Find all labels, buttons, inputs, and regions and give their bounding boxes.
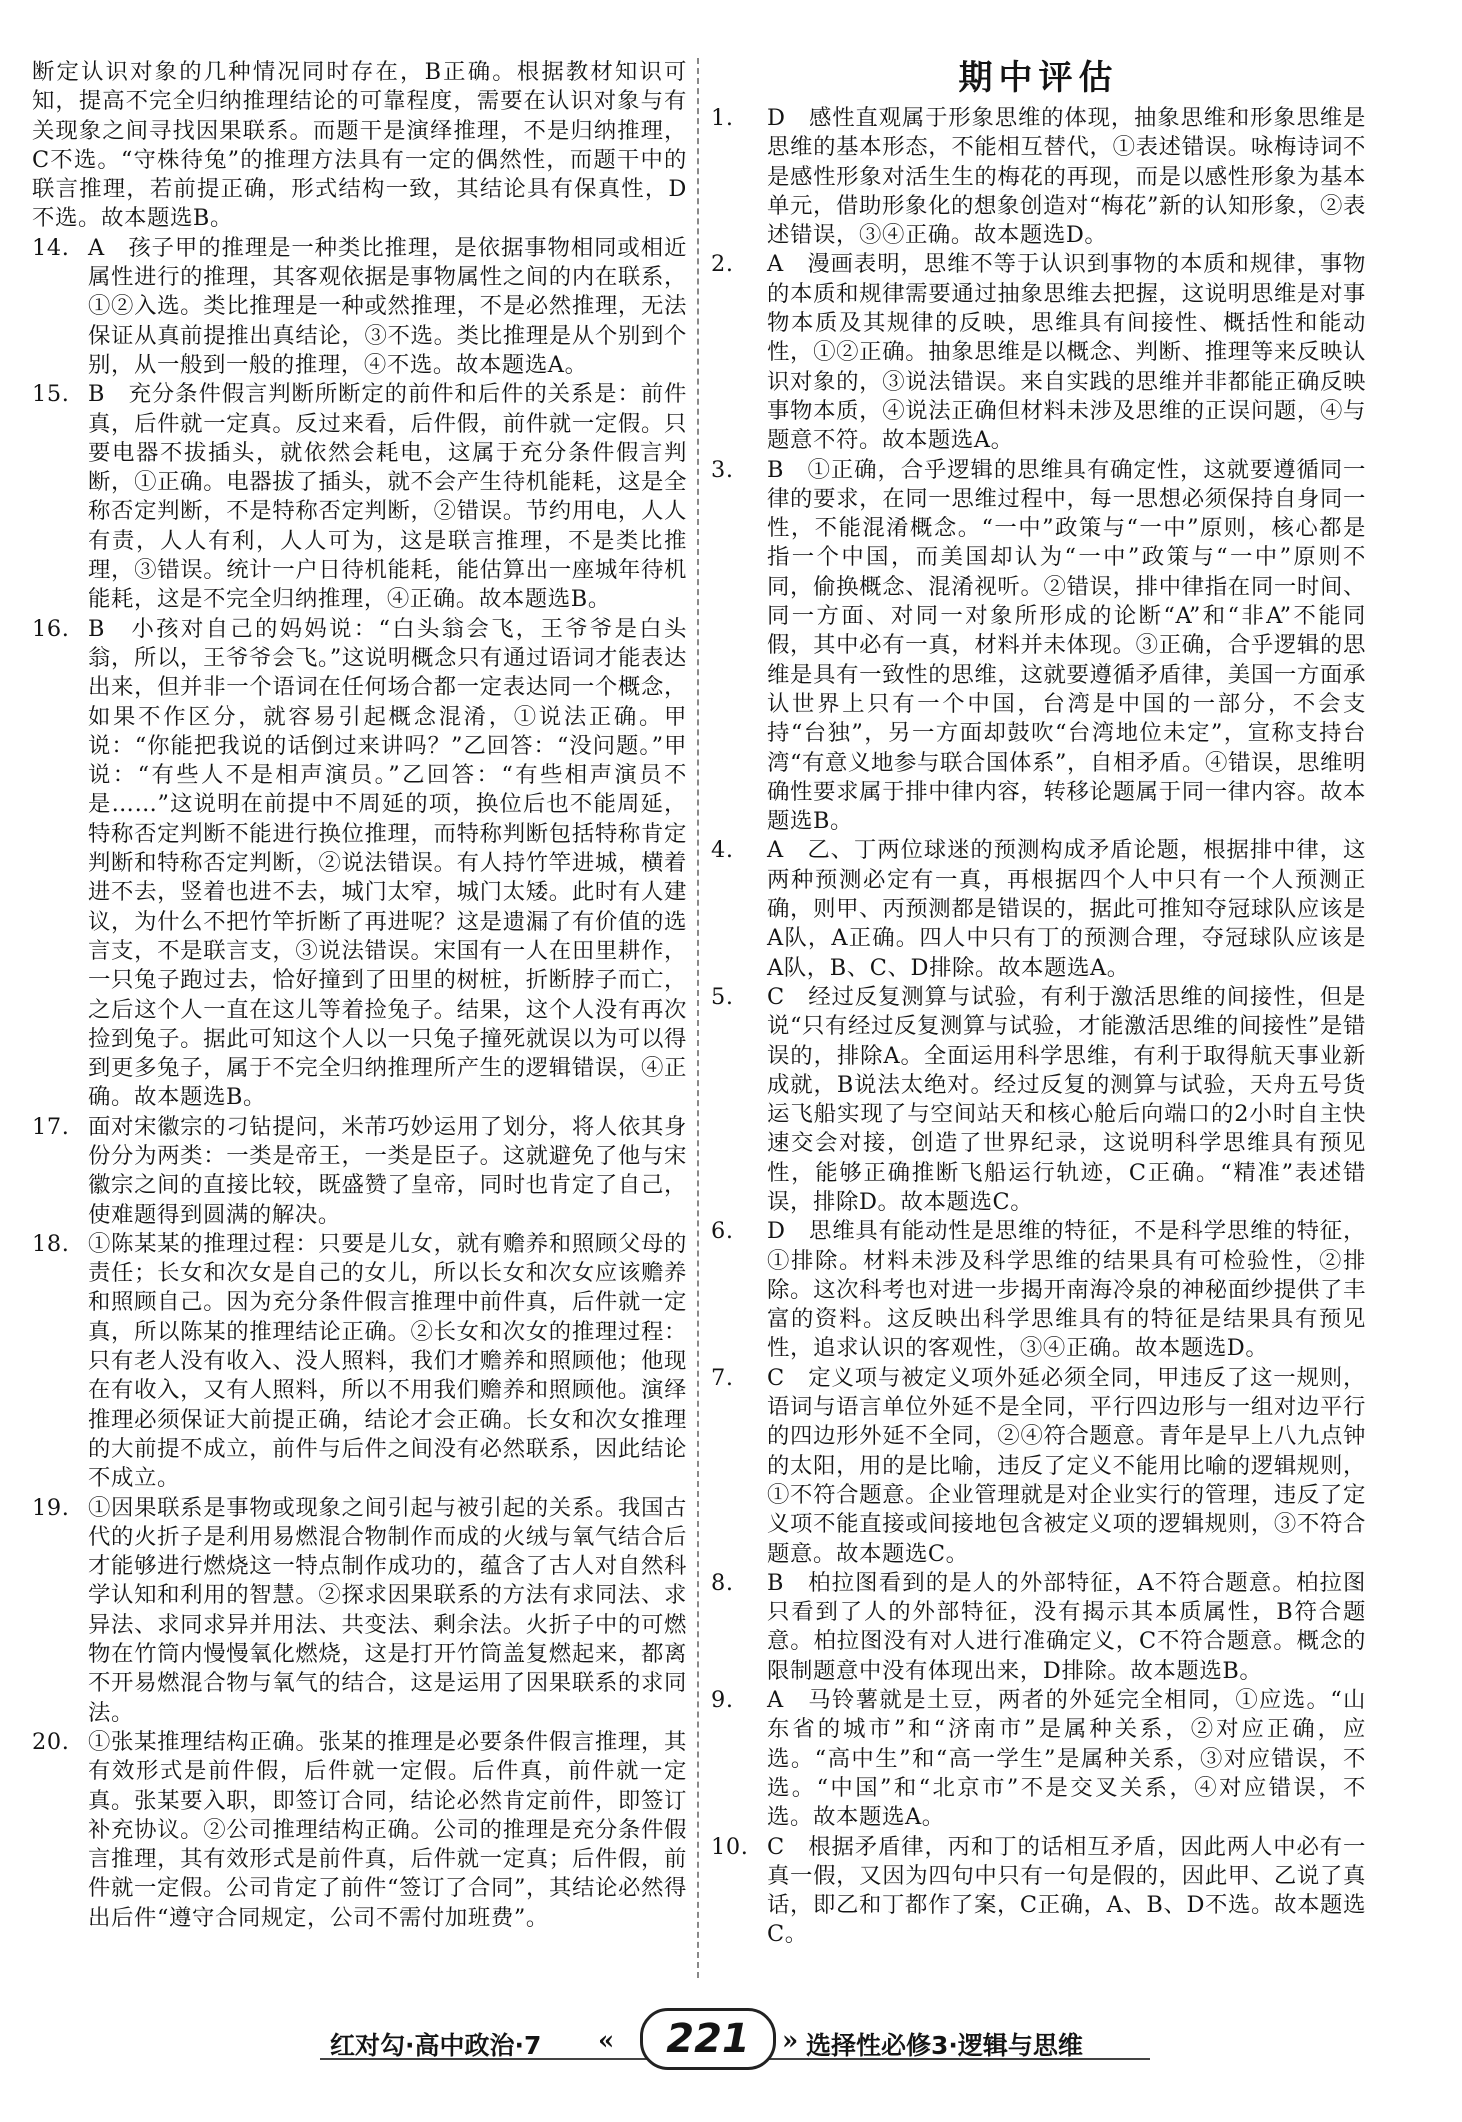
answer-text: A 漫画表明，思维不等于认识到事物的本质和规律，事物的本质和规律需要通过抽象思维去把握，这说明思维是对事物本质及其规律的反映，思维具有间接性、概括性和能动性，①②正确。抽象思维是以概念、判断、推理等来反映认识对象的，③说法错误。来自实践的思维并非都能正确反映事物本质，④说法正确但材料未涉及思维的正误问题，④与题意不符。故本题选A。	[767, 251, 1366, 454]
answer-item	[711, 250, 1366, 455]
answer-item	[711, 104, 1366, 250]
footer-arrow-right: »	[782, 2026, 799, 2056]
answer-number: 14.	[32, 234, 70, 261]
answer-text: C 定义项与被定义项外延必须全同，甲违反了这一规则，语词与语言单位外延不是全同，平行四边形与一组对边平行的四边形外延不全同，②④符合题意。青年是早上八九点钟的太阳，用的是比喻，违反了定义不能用比喻的逻辑规则，①不符合题意。企业管理就是对企业实行的管理，违反了定义项不能直接或间接地包含被定义项的逻辑规则，③不符合题意。故本题选C。	[767, 1364, 1366, 1567]
answer-text: ①张某推理结构正确。张某的推理是必要条件假言推理，其有效形式是前件假，后件就一定假。后件真，前件就一定真。张某要入职，即签订合同，结论必然肯定前件，即签订补充协议。②公司推理结构正确。公司的推理是充分条件假言推理，其有效形式是前件真，后件就一定真；后件假，前件就一定假。公司肯定了前件“签订了合同”，其结论必然得出后件“遵守合同规定，公司不需付加班费”。	[88, 1728, 687, 1931]
answer-text: ①因果联系是事物或现象之间引起与被引起的关系。我国古代的火折子是利用易燃混合物制作而成的火绒与氧气结合后才能够进行燃烧这一特点制作成功的，蕴含了古人对自然科学认知和利用的智慧。②探求因果联系的方法有求同法、求异法、求同求异并用法、共变法、剩余法。火折子中的可燃物在竹筒内慢慢氧化燃烧，这是打开竹筒盖复燃起来，都离不开易燃混合物与氧气的结合，这是运用了因果联系的求同法。	[88, 1494, 687, 1726]
answer-number: 6.	[711, 1218, 734, 1245]
answer-item	[32, 1230, 687, 1494]
left-column	[32, 58, 687, 1933]
answer-item	[32, 1113, 687, 1230]
answer-item	[711, 1217, 1366, 1363]
answer-text: B 充分条件假言判断所断定的前件和后件的关系是：前件真，后件就一定真。反过来看，后件假，前件就一定假。只要电器不拔插头，就依然会耗电，这属于充分条件假言判断，①正确。电器拔了插头，就不会产生待机能耗，这是全称否定判断，不是特称否定判断，②错误。节约用电，人人有责，人人有利，人人可为，这是联言推理，不是类比推理，③错误。统计一户日待机能耗，能估算出一座城年待机能耗，这是不完全归纳推理，④正确。故本题选B。	[88, 381, 687, 613]
answer-number: 20.	[32, 1728, 70, 1755]
answer-text: ①陈某某的推理过程：只要是儿女，就有赡养和照顾父母的责任；长女和次女是自己的女儿，所以长女和次女应该赡养和照顾自己。因为充分条件假言推理中前件真，后件就一定真，所以陈某的推理结论正确。②长女和次女的推理过程：只有老人没有收入、没人照料，我们才赡养和照顾他；他现在有收入，又有人照料，所以不用我们赡养和照顾他。演绎推理必须保证大前提正确，结论才会正确。长女和次女推理的大前提不成立，前件与后件之间没有必然联系，因此结论不成立。	[88, 1230, 687, 1492]
answer-number: 15.	[32, 381, 70, 408]
answer-item	[32, 1494, 687, 1728]
answer-number: 9.	[711, 1687, 734, 1714]
answer-text: B ①正确，合乎逻辑的思维具有确定性，这就要遵循同一律的要求，在同一思维过程中，每一思想必须保持自身同一性，不能混淆概念。“一中”政策与“一中”原则，核心都是指一个中国，而美国却认为“一中”政策与“一中”原则不同，偷换概念、混淆视听。②错误，排中律指在同一时间、同一方面、对同一对象所形成的论断“A”和“非A”不能同假，其中必有一真，材料并未体现。③正确，合乎逻辑的思维是具有一致性的思维，这就要遵循矛盾律，美国一方面承认世界上只有一个中国，台湾是中国的一部分，不会支持“台独”，另一方面却鼓吹“台湾地位未定”，宣称支持台湾“有意义地参与联合国体系”，自相矛盾。④错误，思维明确性要求属于排中律内容，转移论题属于同一律内容。故本题选B。	[767, 456, 1366, 835]
answer-text: B 柏拉图看到的是人的外部特征，A不符合题意。柏拉图只看到了人的外部特征，没有揭示其本质属性，B符合题意。柏拉图没有对人进行准确定义，C不符合题意。概念的限制题意中没有体现出来，D排除。故本题选B。	[767, 1569, 1366, 1684]
answer-number: 5.	[711, 983, 734, 1010]
page-footer	[0, 2010, 1462, 2100]
answer-number: 19.	[32, 1494, 70, 1521]
answer-text: A 马铃薯就是土豆，两者的外延完全相同，①应选。“山东省的城市”和“济南市”是属种关系，②对应正确，应选。“高中生”和“高一学生”是属种关系，③对应错误，不选。“中国”和“北京市”不是交叉关系，④对应错误，不选。故本题选A。	[767, 1687, 1366, 1831]
answer-item	[711, 1364, 1366, 1569]
answer-number: 4.	[711, 837, 734, 864]
answer-number: 1.	[711, 105, 734, 131]
answer-text: C 根据矛盾律，丙和丁的话相互矛盾，因此两人中必有一真一假，又因为四句中只有一句是假的，因此甲、乙说了真话，即乙和丁都作了案，C正确，A、B、D不选。故本题选C。	[767, 1833, 1366, 1948]
answer-number: 8.	[711, 1569, 734, 1596]
footer-volume-title: 选择性必修3·逻辑与思维	[806, 2031, 1083, 2060]
answer-text: A 孩子甲的推理是一种类比推理，是依据事物相同或相近属性进行的推理，其客观依据是事物属性之间的内在联系，①②入选。类比推理是一种或然推理，不是必然推理，无法保证从真前提推出真结论，③不选。类比推理是从个别到个别，从一般到一般的推理，④不选。故本题选A。	[88, 234, 687, 378]
left-intro-text: 断定认识对象的几种情况同时存在，B正确。根据教材知识可知，提高不完全归纳推理结论的可靠程度，需要在认识对象与有关现象之间寻找因果联系。而题干是演绎推理，不是归纳推理，C不选。“守株待兔”的推理方法具有一定的偶然性，而题干中的联言推理，若前提正确，形式结构一致，其结论具有保真性，D不选。故本题选B。	[32, 59, 687, 232]
answer-number: 16.	[32, 615, 70, 642]
answer-item	[711, 1833, 1366, 1950]
answer-item	[711, 456, 1366, 837]
answer-text: C 经过反复测算与试验，有利于激活思维的间接性，但是说“只有经过反复测算与试验，才能激活思维的间接性”是错误的，排除A。全面运用科学思维，有利于取得航天事业新成就，B说法太绝对。经过反复的测算与试验，天舟五号货运飞船实现了与空间站天和核心舱后向端口的2小时自主快速交会对接，创造了世界纪录，这说明科学思维具有预见性，能够正确推断飞船运行轨迹，C正确。“精准”表述错误，排除D。故本题选C。	[767, 983, 1366, 1215]
answer-text: B 小孩对自己的妈妈说：“白头翁会飞，王爷爷是白头翁，所以，王爷爷会飞。”这说明概念只有通过语词才能表达出来，但并非一个语词在任何场合都一定表达同一个概念，如果不作区分，就容易引起概念混淆，①说法正确。甲说：“你能把我说的话倒过来讲吗？”乙回答：“没问题。”甲说：“有些人不是相声演员。”乙回答：“有些相声演员不是……”这说明在前提中不周延的项，换位后也不能周延，特称否定判断不能进行换位推理，而特称判断包括特称肯定判断和特称否定判断，②说法错误。有人持竹竿进城，横着进不去，竖着也进不去，城门太窄，城门太矮。此时有人建议，为什么不把竹竿折断了再进呢？这是遗漏了有价值的选言支，不是联言支，③说法错误。宋国有一人在田里耕作，一只兔子跑过去，恰好撞到了田里的树桩，折断脖子而亡，之后这个人一直在这儿等着捡兔子。结果，这个人没有再次捡到兔子。据此可知这个人以一只兔子撞死就误以为可以得到更多兔子，属于不完全归纳推理所产生的逻辑错误，④正确。故本题选B。	[88, 615, 687, 1111]
answer-number: 17.	[32, 1113, 70, 1140]
answer-text: A 乙、丁两位球迷的预测构成矛盾论题，根据排中律，这两种预测必定有一真，再根据四个人中只有一个人预测正确，则甲、丙预测都是错误的，据此可推知夺冠球队应该是A队，A正确。四人中只有丁的预测合理，夺冠球队应该是A队，B、C、D排除。故本题选A。	[767, 837, 1366, 981]
section-title: 期中评估	[958, 58, 1119, 98]
answer-number: 2.	[711, 251, 734, 278]
answer-item	[32, 615, 687, 1113]
answer-item	[32, 1728, 687, 1933]
answer-item	[711, 836, 1366, 982]
answer-number: 10.	[711, 1833, 749, 1860]
right-column	[711, 58, 1366, 1950]
answer-text: D 思维具有能动性是思维的特征，不是科学思维的特征，①排除。材料未涉及科学思维的结果具有可检验性，②排除。这次科考也对进一步揭开南海冷泉的神秘面纱提供了丰富的资料。这反映出科学思维具有的特征是结果具有预见性，追求认识的客观性，③④正确。故本题选D。	[767, 1218, 1366, 1362]
page-number: 221	[640, 2008, 776, 2070]
answer-item	[32, 380, 687, 614]
answer-item	[711, 983, 1366, 1217]
answer-text: 面对宋徽宗的刁钻提问，米芾巧妙运用了划分，将人依其身份分为两类：一类是帝王，一类是臣子。这就避免了他与宋徽宗之间的直接比较，既盛赞了皇帝，同时也肯定了自己，使难题得到圆满的解决。	[88, 1113, 687, 1228]
answer-number: 7.	[711, 1364, 734, 1391]
answer-item	[32, 234, 687, 380]
footer-arrow-left: «	[598, 2026, 615, 2056]
column-divider	[697, 58, 699, 1978]
answer-text: D 感性直观属于形象思维的体现，抽象思维和形象思维是思维的基本形态，不能相互替代，①表述错误。咏梅诗词不是感性形象对活生生的梅花的再现，而是以感性形象为基本单元，借助形象化的想象创造对“梅花”新的认知形象，②表述错误，③④正确。故本题选D。	[767, 105, 1366, 249]
answer-item	[711, 1686, 1366, 1832]
answer-item	[711, 1569, 1366, 1686]
answer-number: 18.	[32, 1230, 70, 1257]
answer-number: 3.	[711, 456, 734, 483]
footer-book-title: 红对勾·高中政治·7	[330, 2031, 542, 2060]
